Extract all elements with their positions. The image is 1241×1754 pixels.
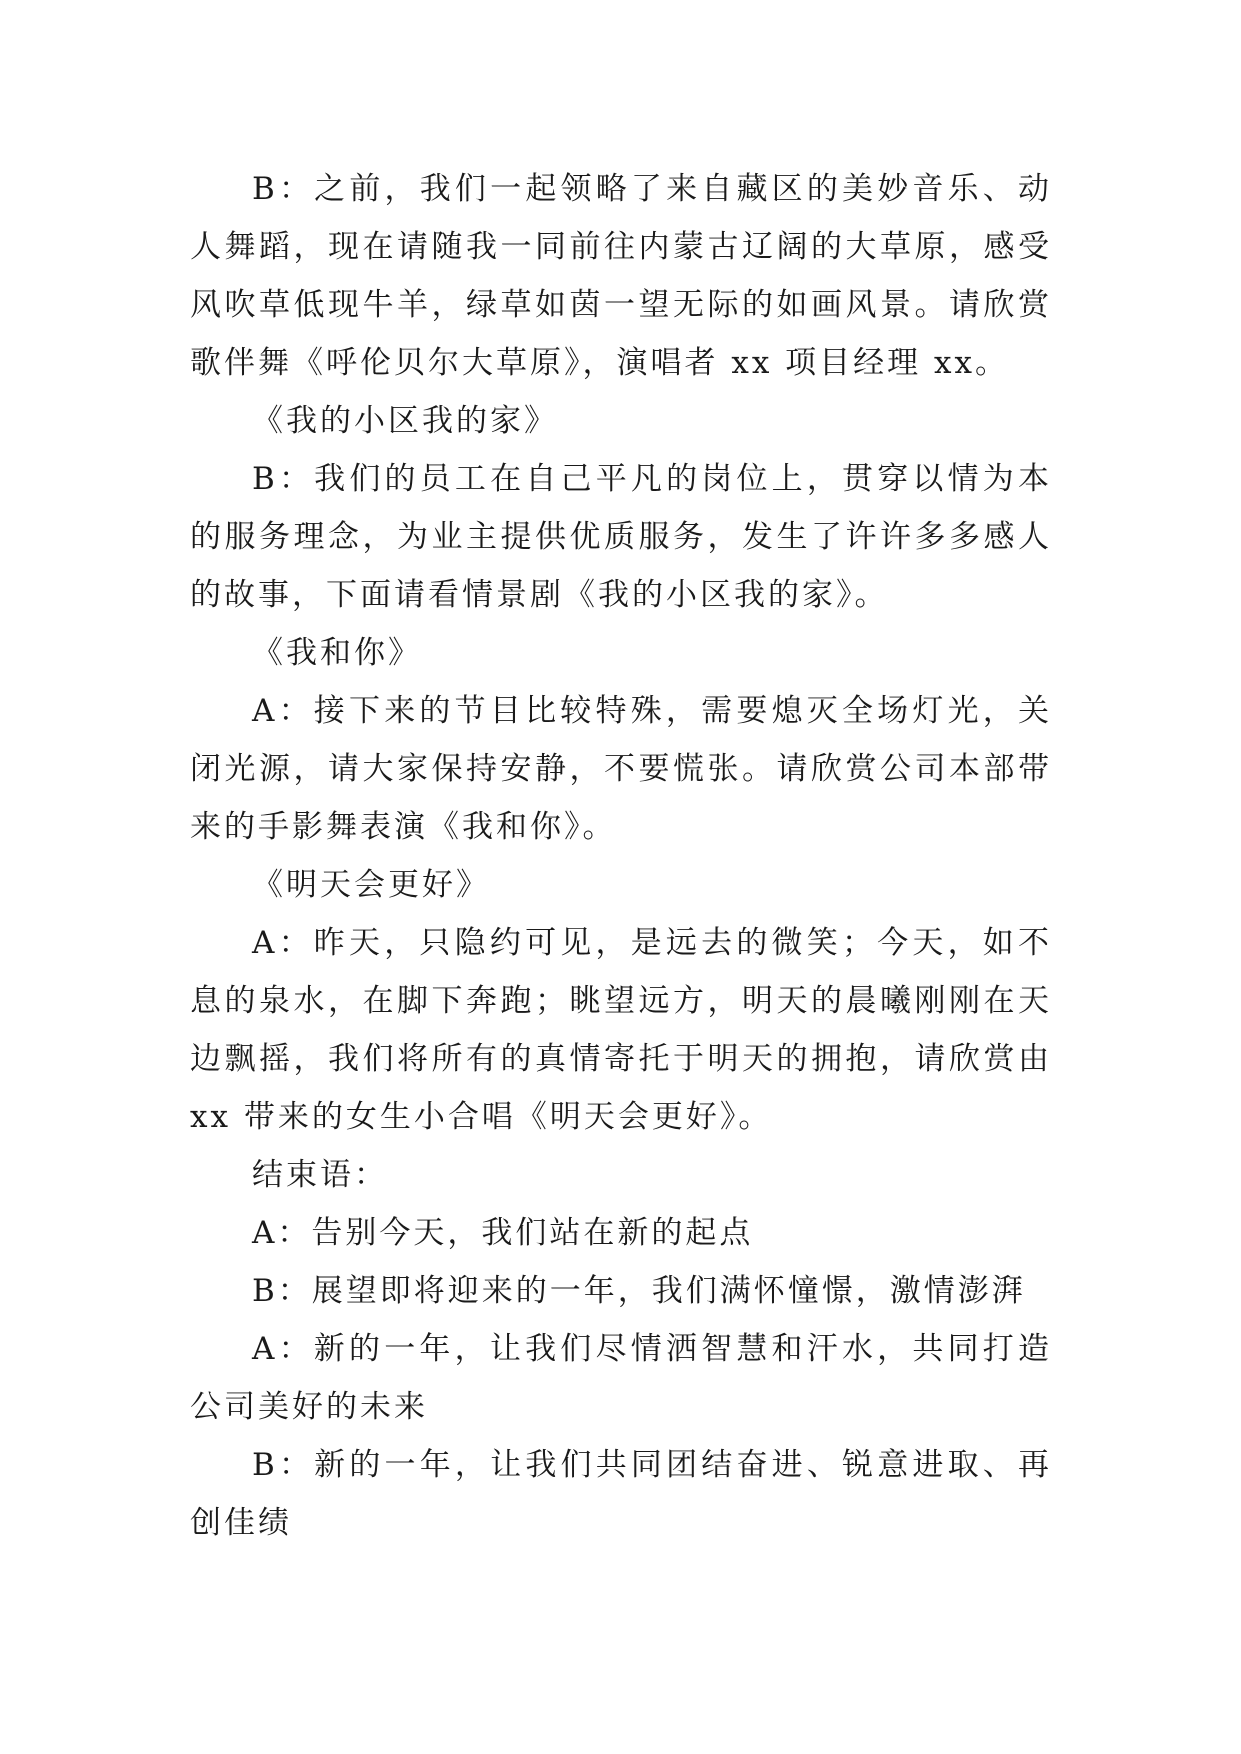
paragraph-intro-grassland: B：之前，我们一起领略了来自藏区的美妙音乐、动人舞蹈，现在请随我一同前往内蒙古辽阔的大草原，感受风吹草低现牛羊，绿草如茵一望无际的如画风景。请欣赏歌伴舞《呼伦贝尔大草原》，演唱者 xx 项目经理 xx。 [190, 171, 1052, 381]
closing-line-3: A：新的一年，让我们尽情洒智慧和汗水，共同打造公司美好的未来 [190, 1331, 1052, 1425]
program-title-you-and-me: 《我和你》 [252, 635, 422, 671]
closing-heading: 结束语： [252, 1157, 388, 1193]
program-title-community: 《我的小区我的家》 [252, 403, 558, 439]
paragraph-intro-tomorrow: A：昨天，只隐约可见，是远去的微笑；今天，如不息的泉水，在脚下奔跑；眺望远方，明天的晨曦刚刚在天边飘摇，我们将所有的真情寄托于明天的拥抱，请欣赏由 xx 带来的女生小合唱《明天会更好》。 [190, 925, 1052, 1135]
paragraph-intro-community: B：我们的员工在自己平凡的岗位上，贯穿以情为本的服务理念，为业主提供优质服务，发生了许许多多感人的故事，下面请看情景剧《我的小区我的家》。 [190, 461, 1052, 613]
closing-line-1: A：告别今天，我们站在新的起点 [252, 1215, 754, 1251]
closing-line-4: B：新的一年，让我们共同团结奋进、锐意进取、再创佳绩 [190, 1447, 1052, 1541]
document-body [190, 160, 1052, 1552]
paragraph-intro-you-and-me: A：接下来的节目比较特殊，需要熄灭全场灯光，关闭光源，请大家保持安静，不要慌张。请欣赏公司本部带来的手影舞表演《我和你》。 [190, 693, 1052, 845]
program-title-tomorrow: 《明天会更好》 [252, 867, 490, 903]
closing-line-2: B：展望即将迎来的一年，我们满怀憧憬，激情澎湃 [252, 1273, 1026, 1309]
